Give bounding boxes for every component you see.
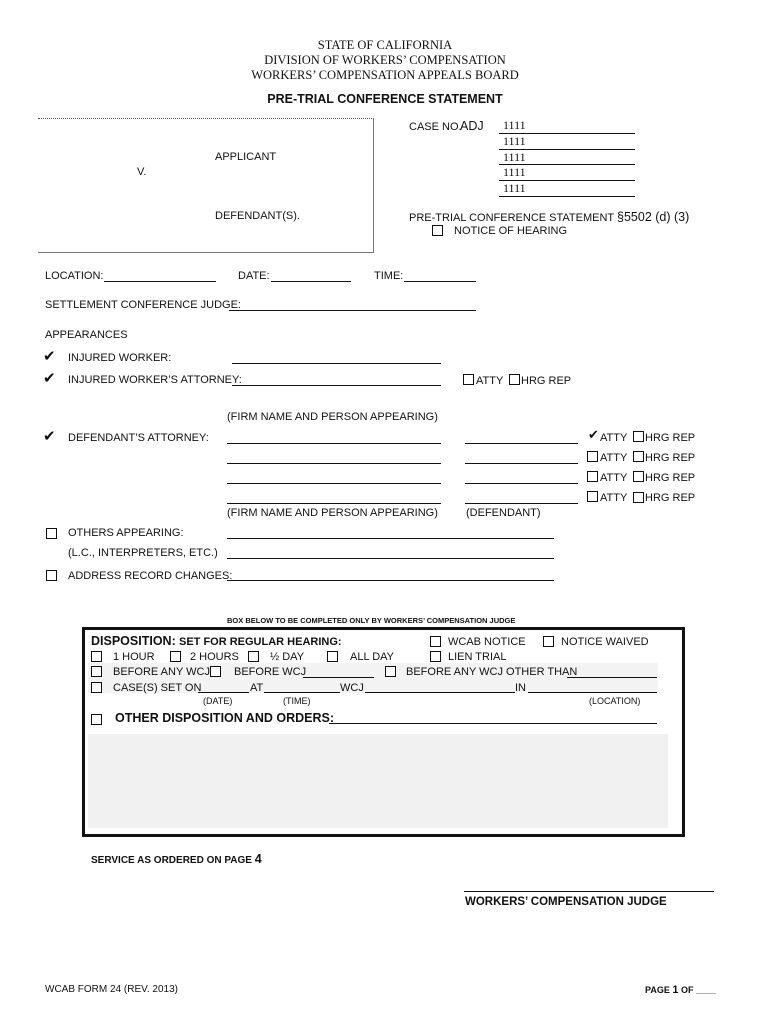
injured-worker-attorney-label: INJURED WORKER’S ATTORNEY: [68,374,242,386]
notice-waived-label: NOTICE WAIVED [561,636,649,648]
injured-worker-label: INJURED WORKER: [68,352,172,364]
firm-name-caption: (FIRM NAME AND PERSON APPEARING) [227,507,438,519]
versus-label: V. [137,166,147,178]
adj-prefix: ADJ [460,119,484,133]
def-atty-label: ATTY [600,452,628,464]
wcj-label: WCJ [340,682,364,694]
date-label: DATE: [238,270,270,282]
defendant-name-field[interactable] [465,463,578,464]
all-day-label: ALL DAY [350,651,395,663]
service-ordered [91,852,262,866]
others-note: (L.C., INTERPRETERS, ETC.) [68,547,218,559]
time-label: TIME: [374,270,404,282]
case-no-label: CASE NO. [409,121,462,133]
header-line-3: WORKERS’ COMPENSATION APPEALS BOARD [251,68,519,82]
time-field[interactable] [404,281,476,282]
before-any-other-field[interactable] [567,677,657,678]
notice-waived-checkbox[interactable] [543,636,554,647]
form-id: WCAB FORM 24 (REV. 2013) [45,984,179,995]
lien-trial-label: LIEN TRIAL [448,651,507,663]
def-atty-checkbox[interactable] [587,471,598,482]
orders-text-area[interactable] [88,734,668,828]
set-on-location-field[interactable] [528,692,657,693]
service-page: 4 [254,852,262,866]
def-hrg-rep-checkbox[interactable] [633,492,644,503]
defendant-attorney-firm-field[interactable] [227,443,441,444]
set-on-date-field[interactable] [198,692,249,693]
page-label: PAGE [645,985,670,995]
judge-signature-line[interactable] [464,891,714,892]
header-line-1: STATE OF CALIFORNIA [317,38,453,52]
case-number[interactable]: 1111 [499,150,635,166]
statement-reference [409,210,689,224]
injured-worker-field[interactable] [232,363,441,364]
before-any-wcj-checkbox[interactable] [91,666,102,677]
date-caption: (DATE) [203,696,233,706]
page-indicator [645,984,716,996]
before-any-other-label: BEFORE ANY WCJ OTHER THAN [406,666,578,678]
address-changes-label: ADDRESS RECORD CHANGES: [68,570,233,582]
caption-box [38,118,374,253]
page-of: OF ____ [681,985,717,995]
case-number[interactable]: 1111 [499,118,635,134]
half-day-label: ½ DAY [270,651,305,663]
def-atty-checkbox[interactable] [587,451,598,462]
one-hour-checkbox[interactable] [91,651,102,662]
before-wcj-checkbox[interactable] [210,666,221,677]
address-changes-checkbox[interactable] [46,570,57,581]
injured-worker-attorney-checkbox[interactable]: ✔ [43,369,56,387]
wcab-notice-label: WCAB NOTICE [448,636,526,648]
applicant-label: APPLICANT [215,151,277,163]
def-atty-label: ATTY [600,472,628,484]
before-any-other-checkbox[interactable] [385,666,396,677]
service-text: SERVICE AS ORDERED ON PAGE [91,855,252,866]
defendant-name-field[interactable] [465,483,578,484]
page-number: 1 [672,984,679,996]
location-caption: (LOCATION) [589,696,641,706]
set-on-time-field[interactable] [264,692,340,693]
statement-ref-label: PRE-TRIAL CONFERENCE STATEMENT [409,212,614,224]
before-wcj-field[interactable] [303,677,374,678]
judge-signature-label: WORKERS’ COMPENSATION JUDGE [465,896,667,908]
def-hrg-rep-checkbox[interactable] [633,451,644,462]
other-disposition-label: OTHER DISPOSITION AND ORDERS: [115,711,334,725]
settlement-judge-field[interactable] [229,310,476,311]
two-hours-checkbox[interactable] [170,651,181,662]
defendant-caption: (DEFENDANT) [466,507,541,519]
def-atty-label: ATTY [600,432,628,444]
location-label: LOCATION: [45,270,104,282]
form-title: PRE-TRIAL CONFERENCE STATEMENT [267,92,503,106]
half-day-checkbox[interactable] [248,651,259,662]
header-line-2: DIVISION OF WORKERS’ COMPENSATION [264,53,506,67]
others-appearing-field[interactable] [227,538,554,539]
case-number-list [499,118,635,197]
def-atty-checkbox-checked[interactable]: ✔ [588,428,599,443]
judge-box-notice: BOX BELOW TO BE COMPLETED ONLY BY WORKERS’ COMPENSATION JUDGE [227,616,516,625]
appearances-title: APPEARANCES [45,329,128,341]
others-appearing-checkbox[interactable] [46,528,57,539]
defendant-attorney-firm-field[interactable] [227,503,441,504]
defendants-attorney-label: DEFENDANT’S ATTORNEY: [68,432,209,444]
notice-of-hearing-label: NOTICE OF HEARING [454,225,568,237]
case-number[interactable]: 1111 [499,165,635,181]
defendants-label: DEFENDANT(S). [215,210,300,222]
disposition-title: DISPOSITION: [91,634,176,648]
date-field[interactable] [271,281,351,282]
set-on-wcj-field[interactable] [365,692,515,693]
before-any-wcj-label: BEFORE ANY WCJ [113,666,210,678]
agency-header [0,38,770,83]
one-hour-label: 1 HOUR [113,651,155,663]
def-hrg-rep-checkbox[interactable] [633,431,644,442]
cases-set-on-label: CASE(S) SET ON [113,682,202,694]
iw-hrg-rep-checkbox[interactable] [509,374,520,385]
other-disposition-field[interactable] [329,723,657,724]
notice-of-hearing-checkbox[interactable] [432,225,443,236]
location-field[interactable] [104,281,216,282]
statute-ref: §5502 (d) (3) [617,210,690,224]
time-caption: (TIME) [283,696,311,706]
injured-worker-checkbox[interactable]: ✔ [43,347,56,365]
def-atty-checkbox[interactable] [587,491,598,502]
address-changes-field[interactable] [227,580,554,581]
iw-atty-label: ATTY [476,375,504,387]
def-hrg-rep-label: HRG REP [645,472,696,484]
def-hrg-rep-label: HRG REP [645,432,696,444]
def-hrg-rep-checkbox[interactable] [633,471,644,482]
lien-trial-checkbox[interactable] [430,651,441,662]
others-appearing-label: OTHERS APPEARING: [68,527,184,539]
wcab-notice-checkbox[interactable] [430,636,441,647]
iw-hrg-rep-label: HRG REP [521,375,572,387]
set-regular-hearing-label: SET FOR REGULAR HEARING: [179,636,342,648]
def-atty-label: ATTY [600,492,628,504]
defendant-attorney-firm-field[interactable] [227,463,441,464]
at-label: AT [250,682,264,694]
case-number[interactable]: 1111 [499,181,635,197]
firm-name-caption: (FIRM NAME AND PERSON APPEARING) [227,411,438,423]
defendant-name-field[interactable] [465,443,578,444]
injured-worker-attorney-field[interactable] [232,385,441,386]
in-label: IN [515,682,526,694]
defendants-attorney-checkbox[interactable]: ✔ [43,427,56,445]
before-wcj-label: BEFORE WCJ [234,666,307,678]
def-hrg-rep-label: HRG REP [645,492,696,504]
others-appearing-field-2[interactable] [227,558,554,559]
iw-atty-checkbox[interactable] [463,374,474,385]
defendant-name-field[interactable] [465,503,578,504]
case-number[interactable]: 1111 [499,134,635,150]
other-disposition-checkbox[interactable] [91,714,102,725]
two-hours-label: 2 HOURS [190,651,239,663]
settlement-judge-label: SETTLEMENT CONFERENCE JUDGE: [45,299,241,311]
def-hrg-rep-label: HRG REP [645,452,696,464]
defendant-attorney-firm-field[interactable] [227,483,441,484]
cases-set-on-checkbox[interactable] [91,682,102,693]
all-day-checkbox[interactable] [327,651,338,662]
